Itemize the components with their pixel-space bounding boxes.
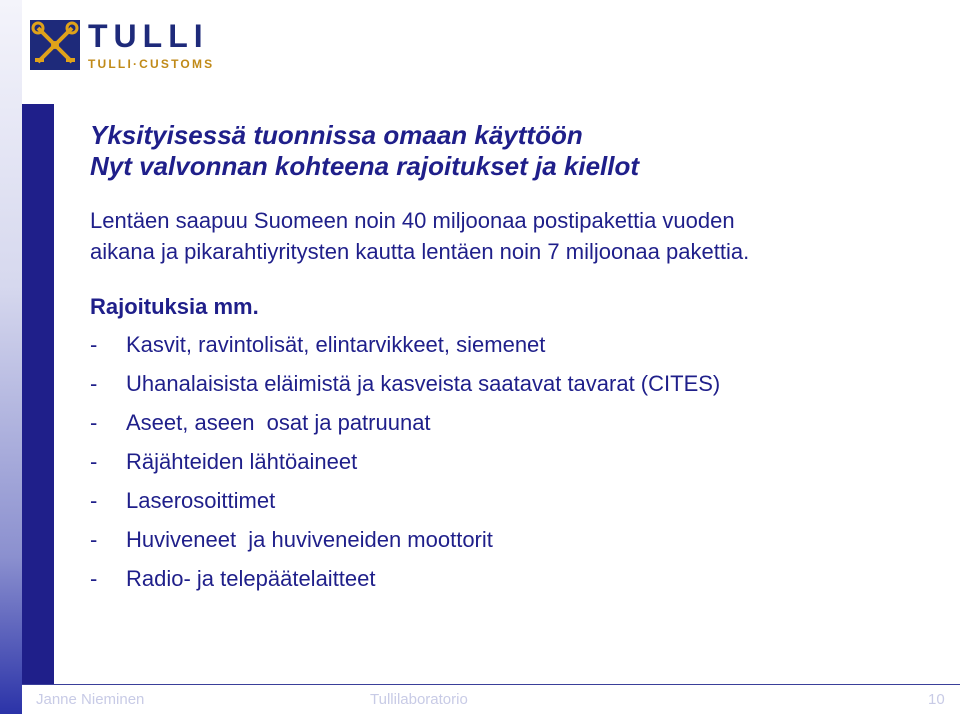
list-item-text: Uhanalaisista eläimistä ja kasveista saatavat tavarat (CITES) (126, 370, 721, 396)
list-marker: - (90, 448, 98, 474)
left-dark-column (22, 104, 54, 685)
title-line-2: Nyt valvonnan kohteena rajoitukset ja kiellot (90, 151, 640, 182)
list-item-text: Laserosoittimet (126, 487, 276, 513)
list-marker: - (90, 331, 98, 357)
list-item (90, 520, 940, 559)
restrictions-list (90, 325, 940, 598)
list-item (90, 481, 940, 520)
list-item-text: Aseet, aseen osat ja patruunat (126, 409, 431, 435)
footer-author: Janne Nieminen (36, 691, 145, 708)
list-marker: - (90, 370, 98, 396)
list-item-text: Kasvit, ravintolisät, elintarvikkeet, siemenet (126, 331, 546, 357)
crossed-keys-emblem-icon (30, 20, 80, 70)
tulli-logo (30, 20, 214, 70)
slide-content (90, 120, 940, 598)
footer-divider (22, 684, 960, 685)
page-number: 10 (928, 691, 945, 708)
lead-paragraph (90, 206, 940, 268)
title-line-1: Yksityisessä tuonnissa omaan käyttöön (90, 120, 583, 150)
left-gradient-band (0, 0, 22, 714)
logo-wordmark: TULLI (88, 18, 209, 54)
list-marker: - (90, 487, 98, 513)
list-marker: - (90, 526, 98, 552)
list-item (90, 559, 940, 598)
list-marker: - (90, 565, 98, 591)
list-item (90, 325, 940, 364)
list-item (90, 364, 940, 403)
logo-subtitle: TULLI·CUSTOMS (88, 57, 215, 71)
footer-center-label: Tullilaboratorio (370, 691, 468, 708)
list-item (90, 442, 940, 481)
section-heading: Rajoituksia mm. (90, 293, 259, 319)
list-item-text: Räjähteiden lähtöaineet (126, 448, 358, 474)
list-item (90, 403, 940, 442)
lead-line-2: aikana ja pikarahtiyritysten kautta lentäen noin 7 miljoonaa pakettia. (90, 239, 750, 265)
lead-line-1: Lentäen saapuu Suomeen noin 40 miljoonaa postipakettia vuoden (90, 208, 735, 234)
list-marker: - (90, 409, 98, 435)
slide-title (90, 120, 940, 182)
list-item-text: Huviveneet ja huviveneiden moottorit (126, 526, 493, 552)
list-item-text: Radio- ja telepäätelaitteet (126, 565, 376, 591)
